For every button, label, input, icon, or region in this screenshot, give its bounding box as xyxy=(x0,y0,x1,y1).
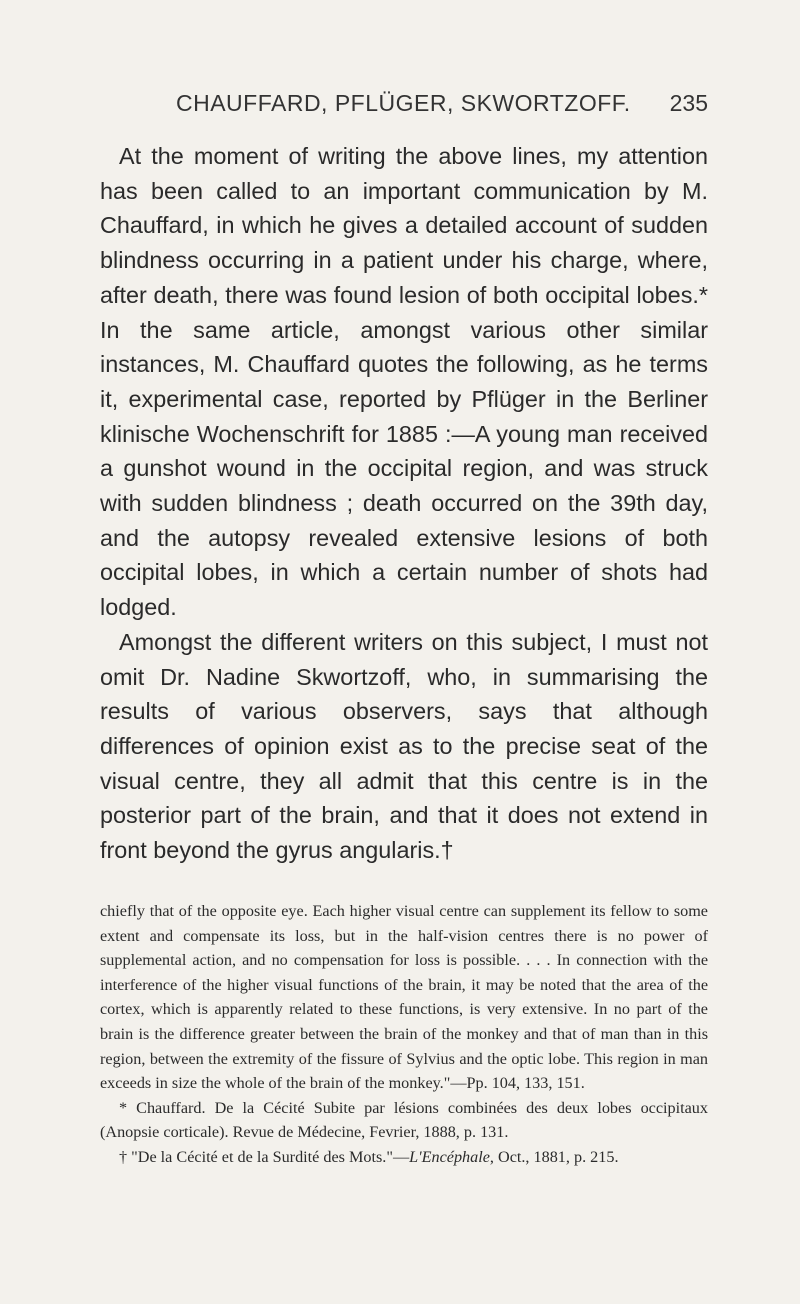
page-header xyxy=(100,90,708,120)
running-head: CHAUFFARD, PFLÜGER, SKWORTZOFF. xyxy=(176,90,631,116)
footnote-dagger-tail: , Oct., 1881, p. 215. xyxy=(489,1147,619,1166)
footnote-dagger-journal: L'Encéphale xyxy=(409,1147,490,1166)
page-number: 235 xyxy=(669,90,708,116)
paragraph-2: Amongst the different writers on this subject, I must not omit Dr. Nadine Skwortzoff, who, in summarising the results of various observers, says that although differences of opinion exist as to the precise seat of the visual centre, they all admit that this centre is in the posterior part of the brain, and that it does not extend in front beyond the gyrus angularis.† xyxy=(100,628,708,864)
paragraph-1: At the moment of writing the above lines, my attention has been called to an important communication by M. Chauffard, in which he gives a detailed account of sudden blindness occurring in a patient under his charge, where, after death, there was found lesion of both occipital lobes.* In the same article, amongst various other similar instances, M. Chauffard quotes the following, as he terms it, experimental case, reported by Pflüger in the Berliner klinische Wochenschrift for 1885 :—A young man received a gunshot wound in the occipital region, and was struck with sudden blindness ; death occurred on the 39th day, and the autopsy revealed extensive lesions of both occipital lobes, in which a certain number of shots had lodged. xyxy=(100,143,708,621)
footnote-dagger xyxy=(100,1145,708,1170)
footnote-dagger-text: † "De la Cécité et de la Surdité des Mots."— xyxy=(119,1147,410,1166)
main-text xyxy=(100,139,708,868)
footnote-continuation: chiefly that of the opposite eye. Each higher visual centre can supplement its fellow to some extent and compensate its loss, but in the half-vision centres there is no power of supplemental action, and no compensation for loss is possible. . . . In connection with the interference of the higher visual functions of the brain, it may be noted that the area of the cortex, which is apparently related to these functions, is very extensive. In no part of the brain is the difference greater between the brain of the monkey and that of man than in this region, between the extremity of the fissure of Sylvius and the optic lobe. This region in man exceeds in size the whole of the brain of the monkey."—Pp. 104, 133, 151. xyxy=(100,902,708,1093)
footnote-star: * Chauffard. De la Cécité Subite par lésions combinées des deux lobes occipitaux (Anopsie corticale). Revue de Médecine, Fevrier, 1888, p. 131. xyxy=(100,1098,708,1142)
footnotes xyxy=(100,899,708,1170)
